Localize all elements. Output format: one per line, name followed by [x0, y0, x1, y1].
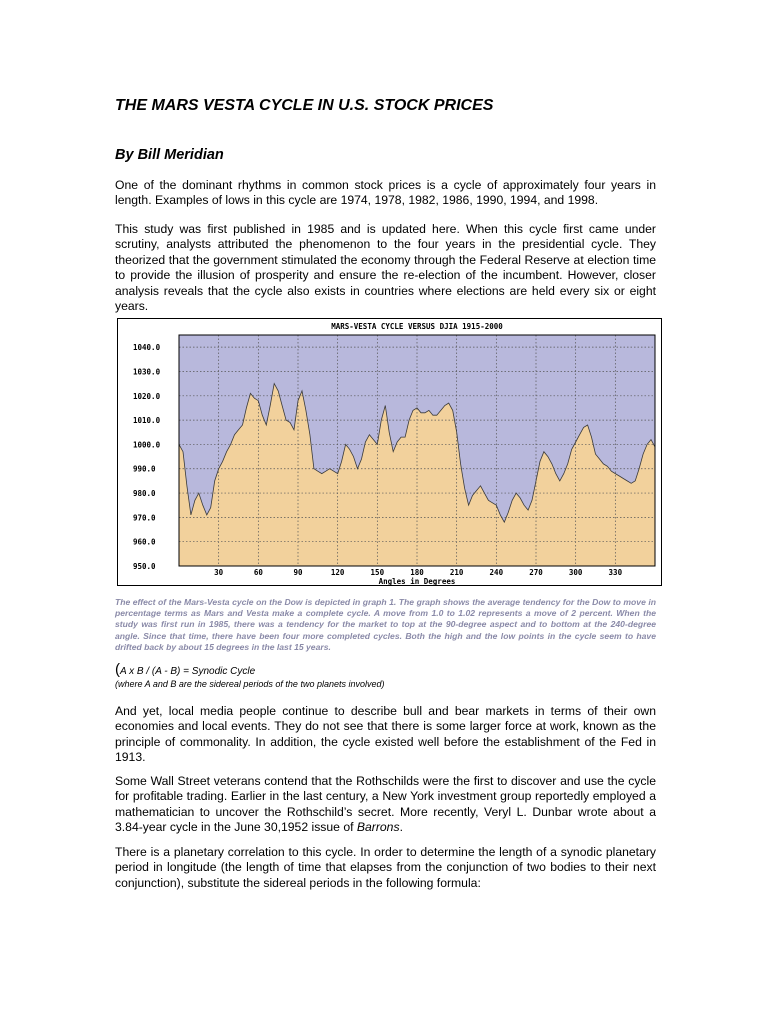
chart-title: MARS-VESTA CYCLE VERSUS DJIA 1915-2000 [331, 322, 503, 331]
x-tick-label: 240 [489, 568, 504, 577]
y-tick-label: 1010.0 [133, 416, 161, 426]
formula-note: (where A and B are the sidereal periods of the two planets involved) [115, 679, 385, 689]
x-tick-label: 330 [608, 568, 623, 577]
formula-block [115, 661, 656, 690]
x-tick-label: 150 [370, 568, 385, 577]
y-tick-label: 980.0 [133, 489, 156, 499]
x-tick-label: 60 [253, 568, 263, 577]
y-tick-label: 950.0 [133, 562, 156, 571]
y-tick-label: 1040.0 [133, 343, 161, 353]
x-tick-label: 270 [529, 568, 543, 577]
x-tick-label: 210 [449, 568, 464, 577]
paragraph-intro: One of the dominant rhythms in common stock prices is a cycle of approximately four years in length. Examples of lows in this cycle are 1974, 1978, 1982, 1986, 1990, 1994, and 1998. [115, 178, 656, 208]
paragraph-planetary: There is a planetary correlation to this cycle. In order to determine the length of a synodic planetary period in longitude (the length of time that elapses from the conjunction of two bodies to their next conjunction), substitute the sidereal periods in the following formula: [115, 845, 656, 890]
chart-caption: The effect of the Mars-Vesta cycle on the Dow is depicted in graph 1. The graph shows the average tendency for the Dow to move in percentage terms as Mars and Vesta make a complete cycle. A move from 1.0 to 1.02 represents a move of 2 percent. When the study was first run in 1985, there was a tendency for the market to top at the 90-degree aspect and to bottom at the 240-degree angle. Since that time, there have been four more completed cycles. Both the high and the low points in the cycle seem to have drifted back by about 15 degrees in the last 15 years. [115, 597, 656, 652]
formula-text: A x B / (A - B) = Synodic Cycle [120, 666, 256, 677]
x-axis-label: Angles in Degrees [378, 577, 456, 586]
y-tick-label: 960.0 [133, 537, 156, 547]
chart-svg [117, 318, 662, 586]
x-tick-label: 300 [568, 568, 583, 577]
mars-vesta-chart [117, 318, 662, 586]
y-tick-label: 990.0 [133, 464, 156, 474]
x-tick-label: 120 [330, 568, 345, 577]
rothschilds-text: Some Wall Street veterans contend that the Rothschilds were the first to discover and use the cycle for profitable trading. Earlier in the last century, a New York investment group reportedly employed a mathematician to uncover the Rothschild’s secret. More recently, Veryl L. Dunbar wrote about a 3.84-year cycle in the June 30,1952 issue of [115, 774, 656, 835]
x-tick-label: 180 [410, 568, 424, 577]
y-tick-label: 1000.0 [133, 440, 161, 450]
document-title: THE MARS VESTA CYCLE IN U.S. STOCK PRICES [115, 97, 494, 114]
y-tick-label: 970.0 [133, 513, 156, 523]
x-tick-label: 30 [214, 568, 224, 577]
y-tick-label: 1030.0 [133, 367, 161, 377]
synodic-formula [115, 661, 656, 678]
paragraph-commonality: And yet, local media people continue to describe bull and bear markets in terms of their own economies and local events. They do not see that there is some larger force at work, known as the principle of commonality. In addition, the cycle existed well before the establishment of the Fed in 1913. [115, 704, 656, 765]
x-tick-label: 90 [293, 568, 303, 577]
author-byline: By Bill Meridian [115, 147, 224, 163]
formula-paren: ( [115, 661, 120, 678]
paragraph-study: This study was first published in 1985 and is updated here. When this cycle first came under scrutiny, analysts attributed the phenomenon to the four years in the presidential cycle. They theorized that the government stimulated the economy through the Federal Reserve at election time to provide the illusion of prosperity and ensure the re-election of the incumbent. However, closer analysis reveals that the cycle also exists in countries where elections are held every six or eight years. [115, 222, 656, 314]
barrons-suffix: . [399, 820, 403, 835]
y-tick-label: 1020.0 [133, 391, 161, 401]
barrons-title: Barrons [356, 820, 400, 835]
paragraph-rothschilds [115, 774, 656, 836]
